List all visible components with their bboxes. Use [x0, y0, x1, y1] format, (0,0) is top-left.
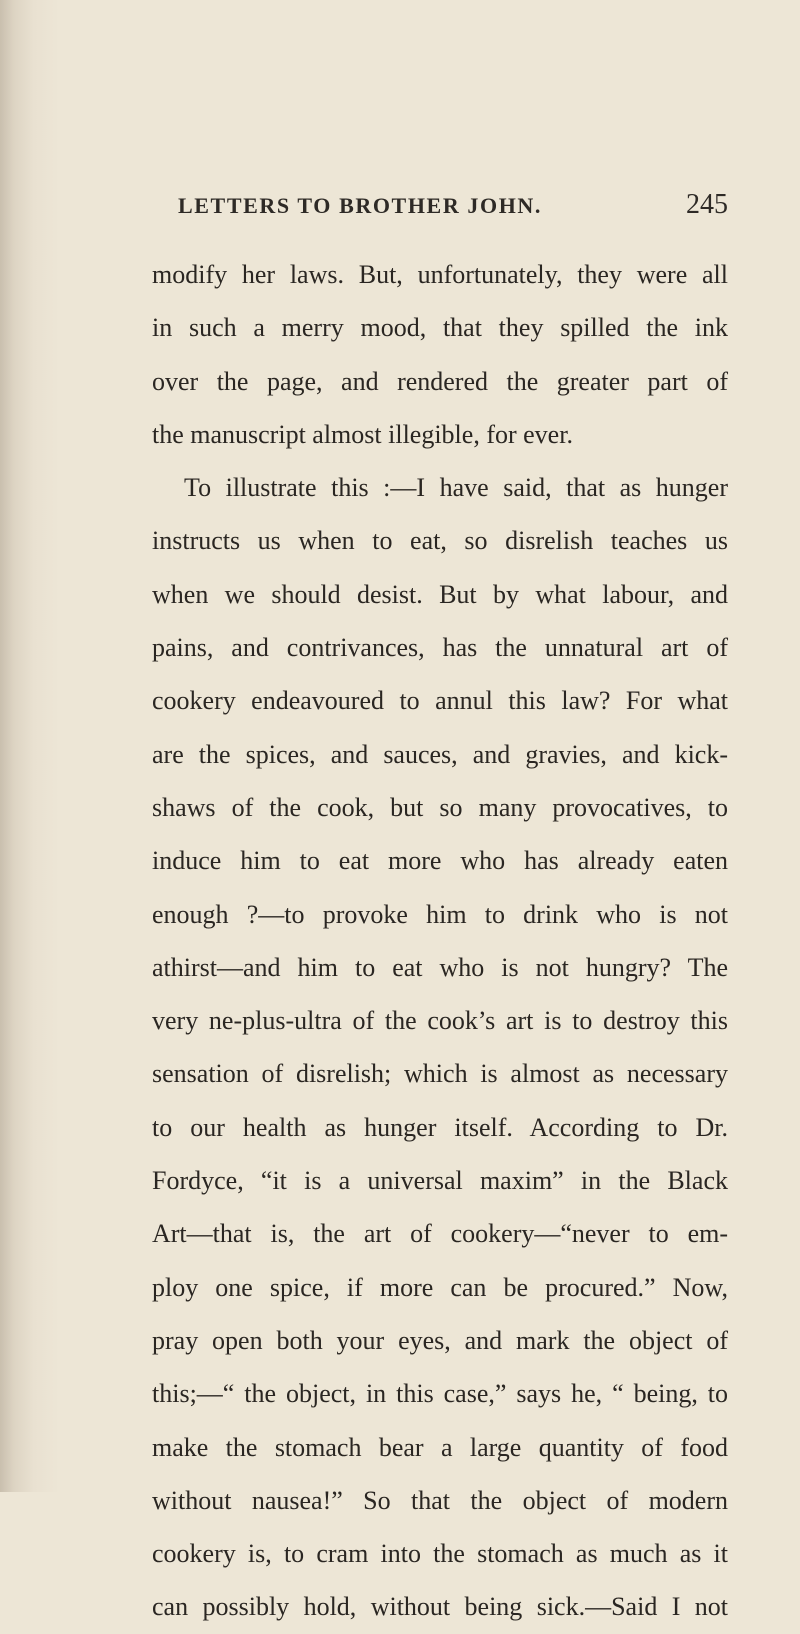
text-line-18: Fordyce, “it is a universal maxim” in the Black	[152, 1166, 728, 1196]
text-line-22: this;—“ the object, in this case,” says he, “ being, to	[152, 1379, 728, 1409]
running-head	[178, 189, 728, 225]
text-line-21: pray open both your eyes, and mark the object of	[152, 1325, 728, 1355]
text-line-6: instructs us when to eat, so disrelish teaches us	[152, 526, 728, 556]
text-line-9: cookery endeavoured to annul this law? For what	[152, 686, 728, 716]
text-line-17: to our health as hunger itself. According to Dr.	[152, 1112, 728, 1142]
text-line-1: modify her laws. But, unfortunately, they were all	[152, 260, 728, 289]
text-line-11: shaws of the cook, but so many provocatives, to	[152, 792, 728, 822]
text-line-4: the manuscript almost illegible, for ever.	[152, 419, 573, 449]
text-line-2: in such a merry mood, that they spilled the ink	[152, 313, 728, 343]
text-line-5: To illustrate this :—I have said, that as hunger	[184, 473, 728, 503]
text-line-25: cookery is, to cram into the stomach as much as it	[152, 1539, 728, 1569]
text-line-14: athirst—and him to eat who is not hungry? The	[152, 952, 728, 982]
text-line-8: pains, and contrivances, has the unnatural art of	[152, 633, 728, 663]
text-line-20: ploy one spice, if more can be procured.” Now,	[152, 1272, 728, 1302]
text-line-13: enough ?—to provoke him to drink who is not	[152, 899, 728, 929]
text-line-12: induce him to eat more who has already eaten	[152, 846, 728, 876]
page-number: 245	[686, 189, 728, 220]
text-line-23: make the stomach bear a large quantity of food	[152, 1432, 728, 1462]
text-line-19: Art—that is, the art of cookery—“never to em-	[152, 1219, 728, 1249]
running-title: LETTERS TO BROTHER JOHN.	[178, 193, 543, 218]
text-line-3: over the page, and rendered the greater part of	[152, 366, 728, 396]
text-line-10: are the spices, and sauces, and gravies, and kick-	[152, 739, 728, 769]
text-line-16: sensation of disrelish; which is almost as necessary	[152, 1059, 728, 1089]
text-line-15: very ne-plus-ultra of the cook’s art is to destroy this	[152, 1006, 728, 1036]
text-line-7: when we should desist. But by what labour, and	[152, 579, 728, 609]
text-line-26: can possibly hold, without being sick.—Said I not	[152, 1592, 728, 1622]
text-line-24: without nausea!” So that the object of modern	[152, 1485, 728, 1515]
body-text	[152, 248, 728, 1634]
